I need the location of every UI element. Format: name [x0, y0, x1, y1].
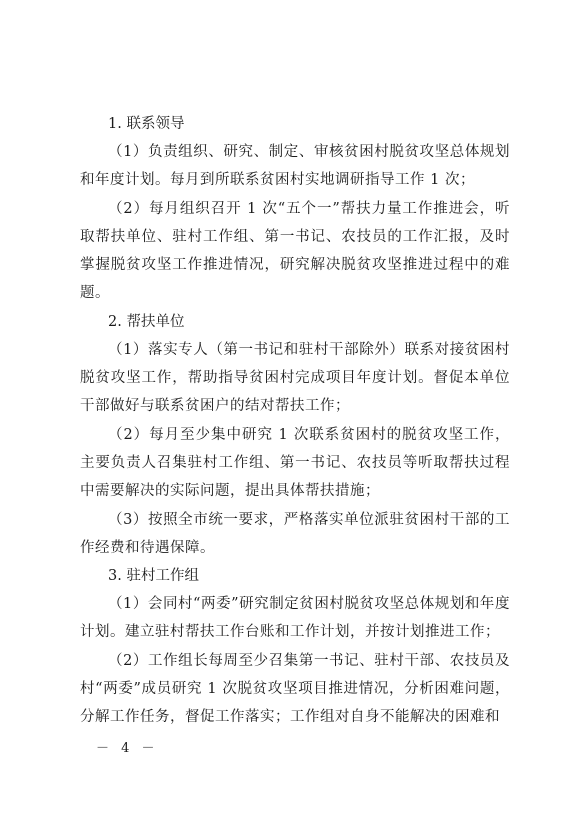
paragraph: （2）每月至少集中研究 1 次联系贫困村的脱贫攻坚工作，主要负责人召集驻村工作组、第一书记、农技员等听取帮扶过程中需要解决的实际问题，提出具体帮扶措施； [80, 426, 510, 500]
section-heading: 2. 帮扶单位 [108, 313, 185, 330]
paragraph: （3）按照全市统一要求，严格落实单位派驻贫困村干部的工作经费和待遇保障。 [80, 511, 510, 556]
paragraph: （1）落实专人（第一书记和驻村干部除外）联系对接贫困村脱贫攻坚工作，帮助指导贫困村完成项目年度计划。督促本单位干部做好与联系贫困户的结对帮扶工作； [80, 341, 510, 415]
section-heading: 1. 联系领导 [108, 116, 185, 132]
page-number: － 4 － [96, 741, 159, 756]
paragraph: （2）工作组长每周至少召集第一书记、驻村干部、农技员及村“两委”成员研究 1 次脱贫攻坚项目推进情况，分析困难问题，分解工作任务，督促工作落实；工作组对自身不能解决的困难和 [80, 652, 510, 726]
paragraph: （2）每月组织召开 1 次“五个一”帮扶力量工作推进会，听取帮扶单位、驻村工作组、第一书记、农技员的工作汇报，及时掌握脱贫攻坚工作推进情况，研究解决脱贫攻坚推进过程中的难题。 [80, 200, 510, 302]
paragraph: （1）负责组织、研究、制定、审核贫困村脱贫攻坚总体规划和年度计划。每月到所联系贫困村实地调研指导工作 1 次； [80, 144, 510, 189]
section-heading: 3. 驻村工作组 [108, 568, 199, 585]
paragraph: （1）会同村“两委”研究制定贫困村脱贫攻坚总体规划和年度计划。建立驻村帮扶工作台账和工作计划，并按计划推进工作； [80, 596, 510, 641]
document-body [80, 110, 510, 732]
